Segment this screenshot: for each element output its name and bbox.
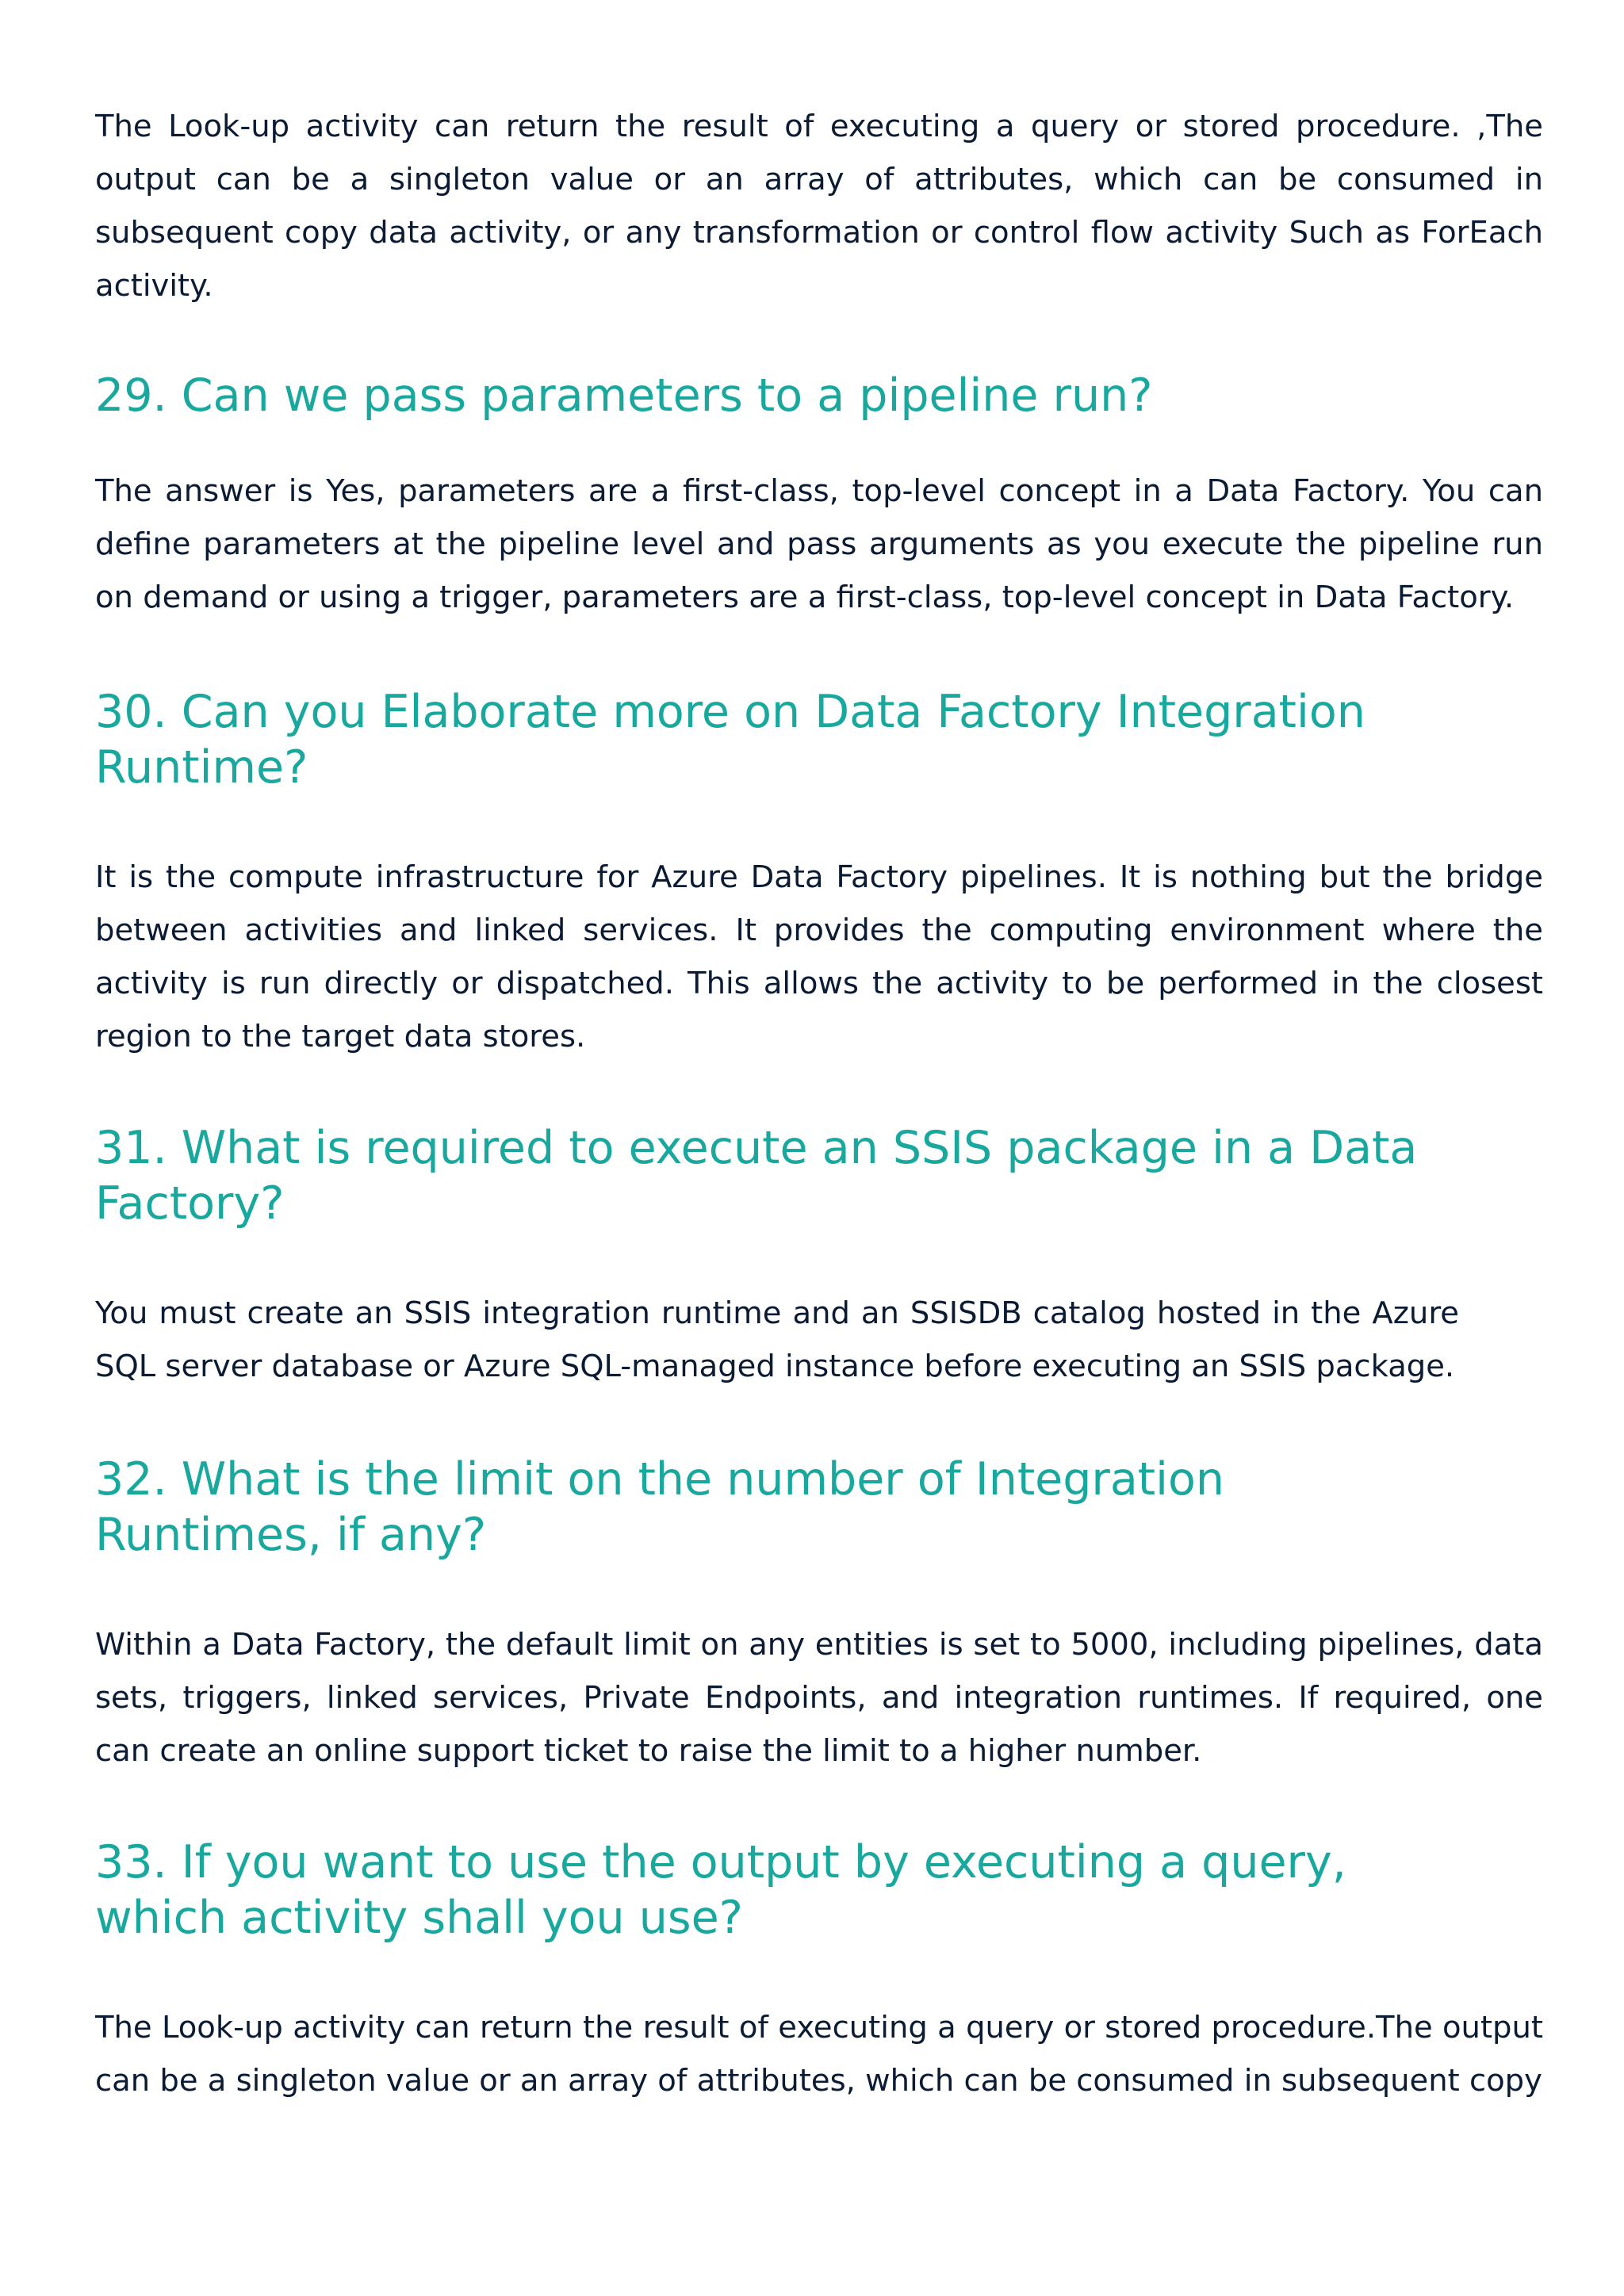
intro-paragraph: The Look-up activity can return the result of executing a query or stored procedure. ,The output can be a singleton value or an array of attributes, which can be consumed in subsequent copy data activity, or any transformation or control flow activity Such as ForEach activity.: [95, 109, 1543, 304]
question-31-heading: 31. What is required to execute an SSIS package in a Data Factory?: [95, 1122, 1418, 1230]
question-30-heading: 30. Can you Elaborate more on Data Factory Integration Runtime?: [95, 686, 1365, 794]
question-32-answer: Within a Data Factory, the default limit on any entities is set to 5000, including pipelines, data sets, triggers, linked services, Private Endpoints, and integration runtimes. If required, one can create an online support ticket to raise the limit to a higher number.: [95, 1627, 1543, 1769]
question-33-answer: The Look-up activity can return the result of executing a query or stored procedure.The output can be a singleton value or an array of attributes, which can be consumed in subsequent copy: [95, 2010, 1543, 2099]
question-30-answer: It is the compute infrastructure for Azure Data Factory pipelines. It is nothing but the bridge between activities and linked services. It provides the computing environment where the activity is run directly or dispatched. This allows the activity to be performed in the closest region to the target data stores.: [95, 859, 1543, 1054]
question-29-heading: 29. Can we pass parameters to a pipeline run?: [95, 369, 1153, 422]
question-29-answer: The answer is Yes, parameters are a first-class, top-level concept in a Data Factory. You can define parameters at the pipeline level and pass arguments as you execute the pipeline run on demand or using a trigger, parameters are a first-class, top-level concept in Data Factory.: [95, 473, 1543, 615]
document-content: [95, 100, 1543, 2107]
question-33-heading: 33. If you want to use the output by executing a query, which activity shall you use?: [95, 1836, 1346, 1944]
question-31-answer: You must create an SSIS integration runtime and an SSISDB catalog hosted in the Azure SQL server database or Azure SQL-managed instance before executing an SSIS package.: [95, 1295, 1459, 1384]
question-32-heading: 32. What is the limit on the number of Integration Runtimes, if any?: [95, 1453, 1224, 1561]
